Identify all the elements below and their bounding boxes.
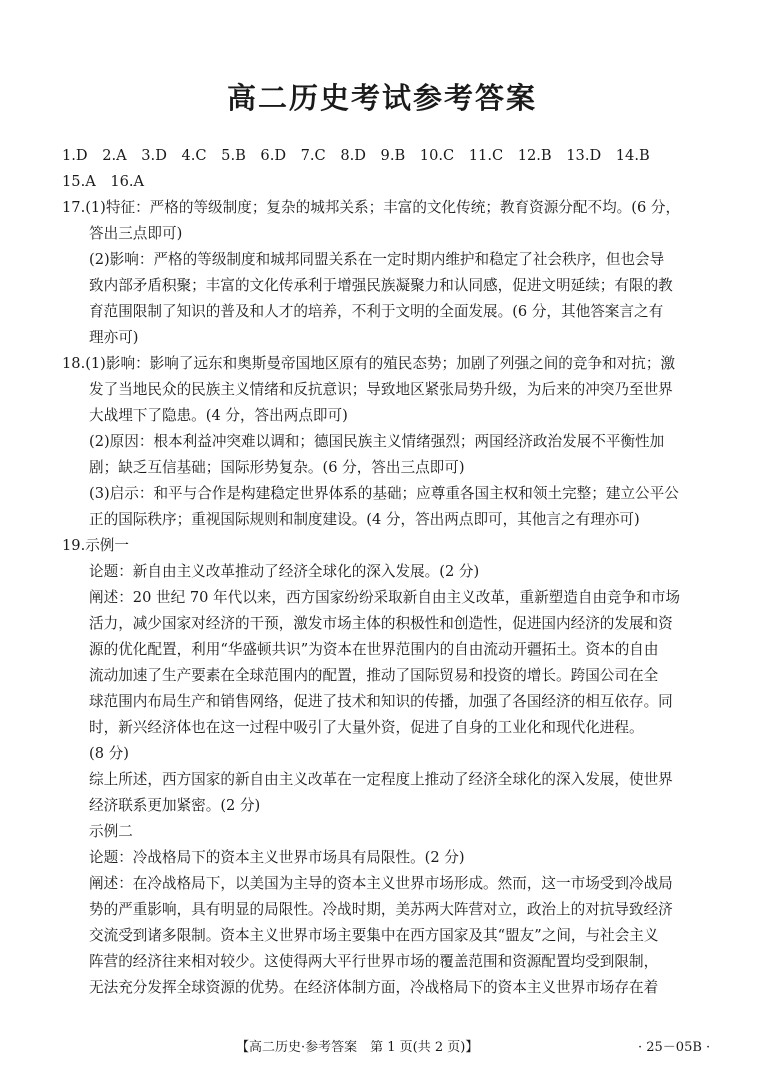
q17-line: 答出三点即可) bbox=[89, 225, 183, 242]
q19-line: 示例二 bbox=[89, 823, 133, 840]
q19-line: 综上所述，西方国家的新自由主义改革在一定程度上推动了经济全球化的深入发展，使世界 bbox=[89, 771, 673, 788]
q19-line: 流动加速了生产要素在全球范围内的配置，推动了国际贸易和投资的增长。跨国公司在全 bbox=[89, 667, 659, 684]
q19-line: 论题：冷战格局下的资本主义世界市场具有局限性。(2 分) bbox=[89, 849, 465, 866]
document-code: · 25－05B · bbox=[638, 1040, 711, 1055]
q19-line: 活力，减少国家对经济的干预，激发市场主体的积极性和创造性，促进国内经济的发展和资 bbox=[89, 615, 673, 632]
q18-line: (2)原因：根本利益冲突难以调和；德国民族主义情绪强烈；两国经济政治发展不平衡性加 bbox=[89, 433, 665, 450]
q19-line: 经济联系更加紧密。(2 分) bbox=[89, 797, 261, 814]
q19-line: 无法充分发挥全球资源的优势。在经济体制方面，冷战格局下的资本主义世界市场存在着 bbox=[89, 979, 659, 996]
q19-line: 交流受到诸多限制。资本主义世界市场主要集中在西方国家及其“盟友”之间，与社会主义 bbox=[89, 927, 659, 944]
q19-line: 阵营的经济往来相对较少。这使得两大平行世界市场的覆盖范围和资源配置均受到限制， bbox=[89, 953, 659, 970]
mc-answers-line-1: 1.D 2.A 3.D 4.C 5.B 6.D 7.C 8.D 9.B 10.C 11.C 12.B 13.D 14.B bbox=[62, 147, 650, 164]
q19-line: 球范围内布局生产和销售网络，促进了技术和知识的传播，加强了各国经济的相互依存。同 bbox=[89, 693, 673, 710]
q17-line: 致内部矛盾积聚；丰富的文化传承利于增强民族凝聚力和认同感，促进文明延续；有限的教 bbox=[89, 277, 673, 294]
q18-line: 发了当地民众的民族主义情绪和反抗意识；导致地区紧张局势升级，为后来的冲突乃至世界 bbox=[89, 381, 673, 398]
q19-line: (8 分) bbox=[89, 745, 129, 762]
page-title: 高二历史考试参考答案 bbox=[226, 81, 537, 115]
q18-line: 大战埋下了隐患。(4 分，答出两点即可) bbox=[89, 407, 348, 424]
q19-line: 阐述：20 世纪 70 年代以来，西方国家纷纷采取新自由主义改革，重新塑造自由竞争和市场 bbox=[89, 589, 681, 606]
q19-line: 时，新兴经济体也在这一过程中吸引了大量外资，促进了自身的工业化和现代化进程。 bbox=[89, 719, 644, 736]
q17-line: 育范围限制了知识的普及和人才的培养，不利于文明的全面发展。(6 分，其他答案言之有 bbox=[89, 303, 664, 320]
page-footer: 【高二历史·参考答案 第 1 页(共 2 页)】 bbox=[236, 1040, 479, 1055]
q18-line: 剧；缺乏互信基础；国际形势复杂。(6 分，答出三点即可) bbox=[89, 459, 465, 476]
q18-line: (3)启示：和平与合作是构建稳定世界体系的基础；应尊重各国主权和领土完整；建立公平公 bbox=[89, 485, 679, 502]
q18-line: 正的国际秩序；重视国际规则和制度建设。(4 分，答出两点即可，其他言之有理亦可) bbox=[89, 511, 640, 528]
q17-line: 17.(1)特征：严格的等级制度；复杂的城邦关系；丰富的文化传统；教育资源分配不均。(6 分， bbox=[62, 199, 681, 216]
mc-answers-line-2: 15.A 16.A bbox=[62, 173, 145, 190]
q19-line: 势的严重影响，具有明显的局限性。冷战时期，美苏两大阵营对立，政治上的对抗导致经济 bbox=[89, 901, 673, 918]
q19-line: 源的优化配置，利用“华盛顿共识”为资本在世界范围内的自由流动开疆拓土。资本的自由 bbox=[89, 641, 659, 658]
q19-line: 论题：新自由主义改革推动了经济全球化的深入发展。(2 分) bbox=[89, 563, 480, 580]
q19-line: 19.示例一 bbox=[62, 537, 129, 554]
q18-line: 18.(1)影响：影响了远东和奥斯曼帝国地区原有的殖民态势；加剧了列强之间的竞争和对抗；激 bbox=[62, 355, 676, 372]
q19-line: 阐述：在冷战格局下，以美国为主导的资本主义世界市场形成。然而，这一市场受到冷战局 bbox=[89, 875, 673, 892]
q17-line: (2)影响：严格的等级制度和城邦同盟关系在一定时期内维护和稳定了社会秩序，但也会导 bbox=[89, 251, 665, 268]
q17-line: 理亦可) bbox=[89, 329, 139, 346]
